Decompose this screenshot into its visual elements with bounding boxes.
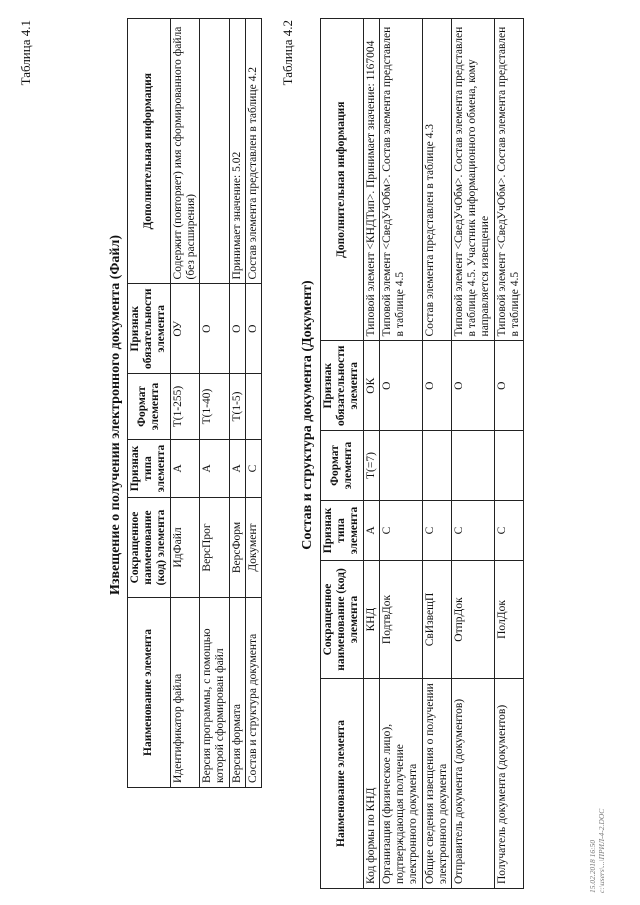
table-cell: Организация (физическое лицо), подтверждающая получение электронного документа <box>379 679 422 889</box>
table-cell: А <box>170 440 199 498</box>
table-cell <box>422 431 451 501</box>
table-cell: Принимает значение: 5.02 <box>229 19 245 284</box>
table2-header-cell: Сокращенное наименование (код) элемента <box>321 561 364 679</box>
table-cell <box>494 431 523 501</box>
table-cell: О <box>379 341 422 431</box>
table-cell: О <box>451 341 494 431</box>
table-cell: О <box>422 341 451 431</box>
table2-header-cell: Признак обязательности элемента <box>321 341 364 431</box>
table-cell: А <box>229 440 245 498</box>
table-cell: Типовой элемент <СведУчОбм>. Состав элемента представлен в таблице 4.5 <box>379 19 422 341</box>
table-cell: Типовой элемент <КНДТип>. Принимает значение: 1167004 <box>363 19 379 341</box>
table-cell: ПолДок <box>494 561 523 679</box>
table1-caption: Таблица 4.1 <box>18 20 33 86</box>
table-row <box>379 19 422 889</box>
table-cell: ОтпрДок <box>451 561 494 679</box>
table-cell: С <box>451 501 494 561</box>
table-cell: С <box>422 501 451 561</box>
table-cell: О <box>200 284 229 374</box>
table-cell: ОУ <box>170 284 199 374</box>
table-cell: Состав и структура документа <box>245 598 261 788</box>
table-cell <box>451 431 494 501</box>
table-cell: Типовой элемент <СведУчОбм>. Состав элемента представлен в таблице 4.5 <box>494 19 523 341</box>
table-row <box>229 19 245 788</box>
table-cell: T(1-5) <box>229 374 245 440</box>
table2-header-cell: Дополнительная информация <box>321 19 364 341</box>
table-cell: С <box>245 440 261 498</box>
table1-header-row <box>128 19 171 788</box>
table-cell: ИдФайл <box>170 498 199 598</box>
table2-header-row <box>321 19 364 889</box>
table1-header-cell: Признак обязательности элемента <box>128 284 171 374</box>
table-cell <box>245 374 261 440</box>
table-cell: С <box>379 501 422 561</box>
table-cell: А <box>363 501 379 561</box>
table1-header-cell: Формат элемента <box>128 374 171 440</box>
table-cell: Код формы по КНД <box>363 679 379 889</box>
table-cell: Общие сведения извещения о получении электронного документа <box>422 679 451 889</box>
table-cell: ПодтвДок <box>379 561 422 679</box>
table-cell <box>379 431 422 501</box>
table-cell: Типовой элемент <СведУчОбм>. Состав элемента представлен в таблице 4.5. Участник информационного обмена, кому направляется извещение <box>451 19 494 341</box>
table-row <box>422 19 451 889</box>
table1-header-cell: Наименование элемента <box>128 598 171 788</box>
table-cell: О <box>245 284 261 374</box>
table1 <box>127 18 262 788</box>
table-cell: Версия программы, с помощью которой сформирован файл <box>200 598 229 788</box>
table-row <box>363 19 379 889</box>
table-cell: Содержит (повторяет) имя сформированного файла (без расширения) <box>170 19 199 284</box>
table-cell: T(1-40) <box>200 374 229 440</box>
table-cell: С <box>494 501 523 561</box>
table2-title: Состав и структура документа (Документ) <box>300 280 315 550</box>
table-cell: Состав элемента представлен в таблице 4.3 <box>422 19 451 341</box>
table2-header-cell: Наименование элемента <box>321 679 364 889</box>
stamp-date: 15.02.2018 16:50 <box>588 839 597 893</box>
table-cell: Идентификатор файла <box>170 598 199 788</box>
table-cell: Отправитель документа (документов) <box>451 679 494 889</box>
table-cell: ВерсПрог <box>200 498 229 598</box>
table2-caption: Таблица 4.2 <box>280 20 295 86</box>
table1-header-cell: Дополнительная информация <box>128 19 171 284</box>
table-cell: Документ <box>245 498 261 598</box>
stamp-path: c:\users\...\ПРИЛ-4-2.DOC <box>597 808 606 893</box>
table-cell: О <box>229 284 245 374</box>
table1-title: Извещение о получении электронного документа (Файл) <box>108 234 123 596</box>
table-cell: T(1-255) <box>170 374 199 440</box>
table2-header-cell: Формат элемента <box>321 431 364 501</box>
table-cell: Состав элемента представлен в таблице 4.2 <box>245 19 261 284</box>
file-stamp <box>588 809 606 893</box>
table-cell: СвИзвещП <box>422 561 451 679</box>
table-cell: О <box>494 341 523 431</box>
table-row <box>200 19 229 788</box>
table-cell: ОК <box>363 341 379 431</box>
table-cell: Версия формата <box>229 598 245 788</box>
table-row <box>494 19 523 889</box>
table-cell: А <box>200 440 229 498</box>
table-row <box>451 19 494 889</box>
table-row <box>170 19 199 788</box>
table-cell: T(=7) <box>363 431 379 501</box>
table-cell <box>200 19 229 284</box>
table-row <box>245 19 261 788</box>
table-cell: Получатель документа (документов) <box>494 679 523 889</box>
table1-header-cell: Признак типа элемента <box>128 440 171 498</box>
table1-header-cell: Сокращенное наименование (код) элемента <box>128 498 171 598</box>
table2-header-cell: Признак типа элемента <box>321 501 364 561</box>
table-cell: ВерсФорм <box>229 498 245 598</box>
table2 <box>320 18 524 889</box>
table-cell: КНД <box>363 561 379 679</box>
